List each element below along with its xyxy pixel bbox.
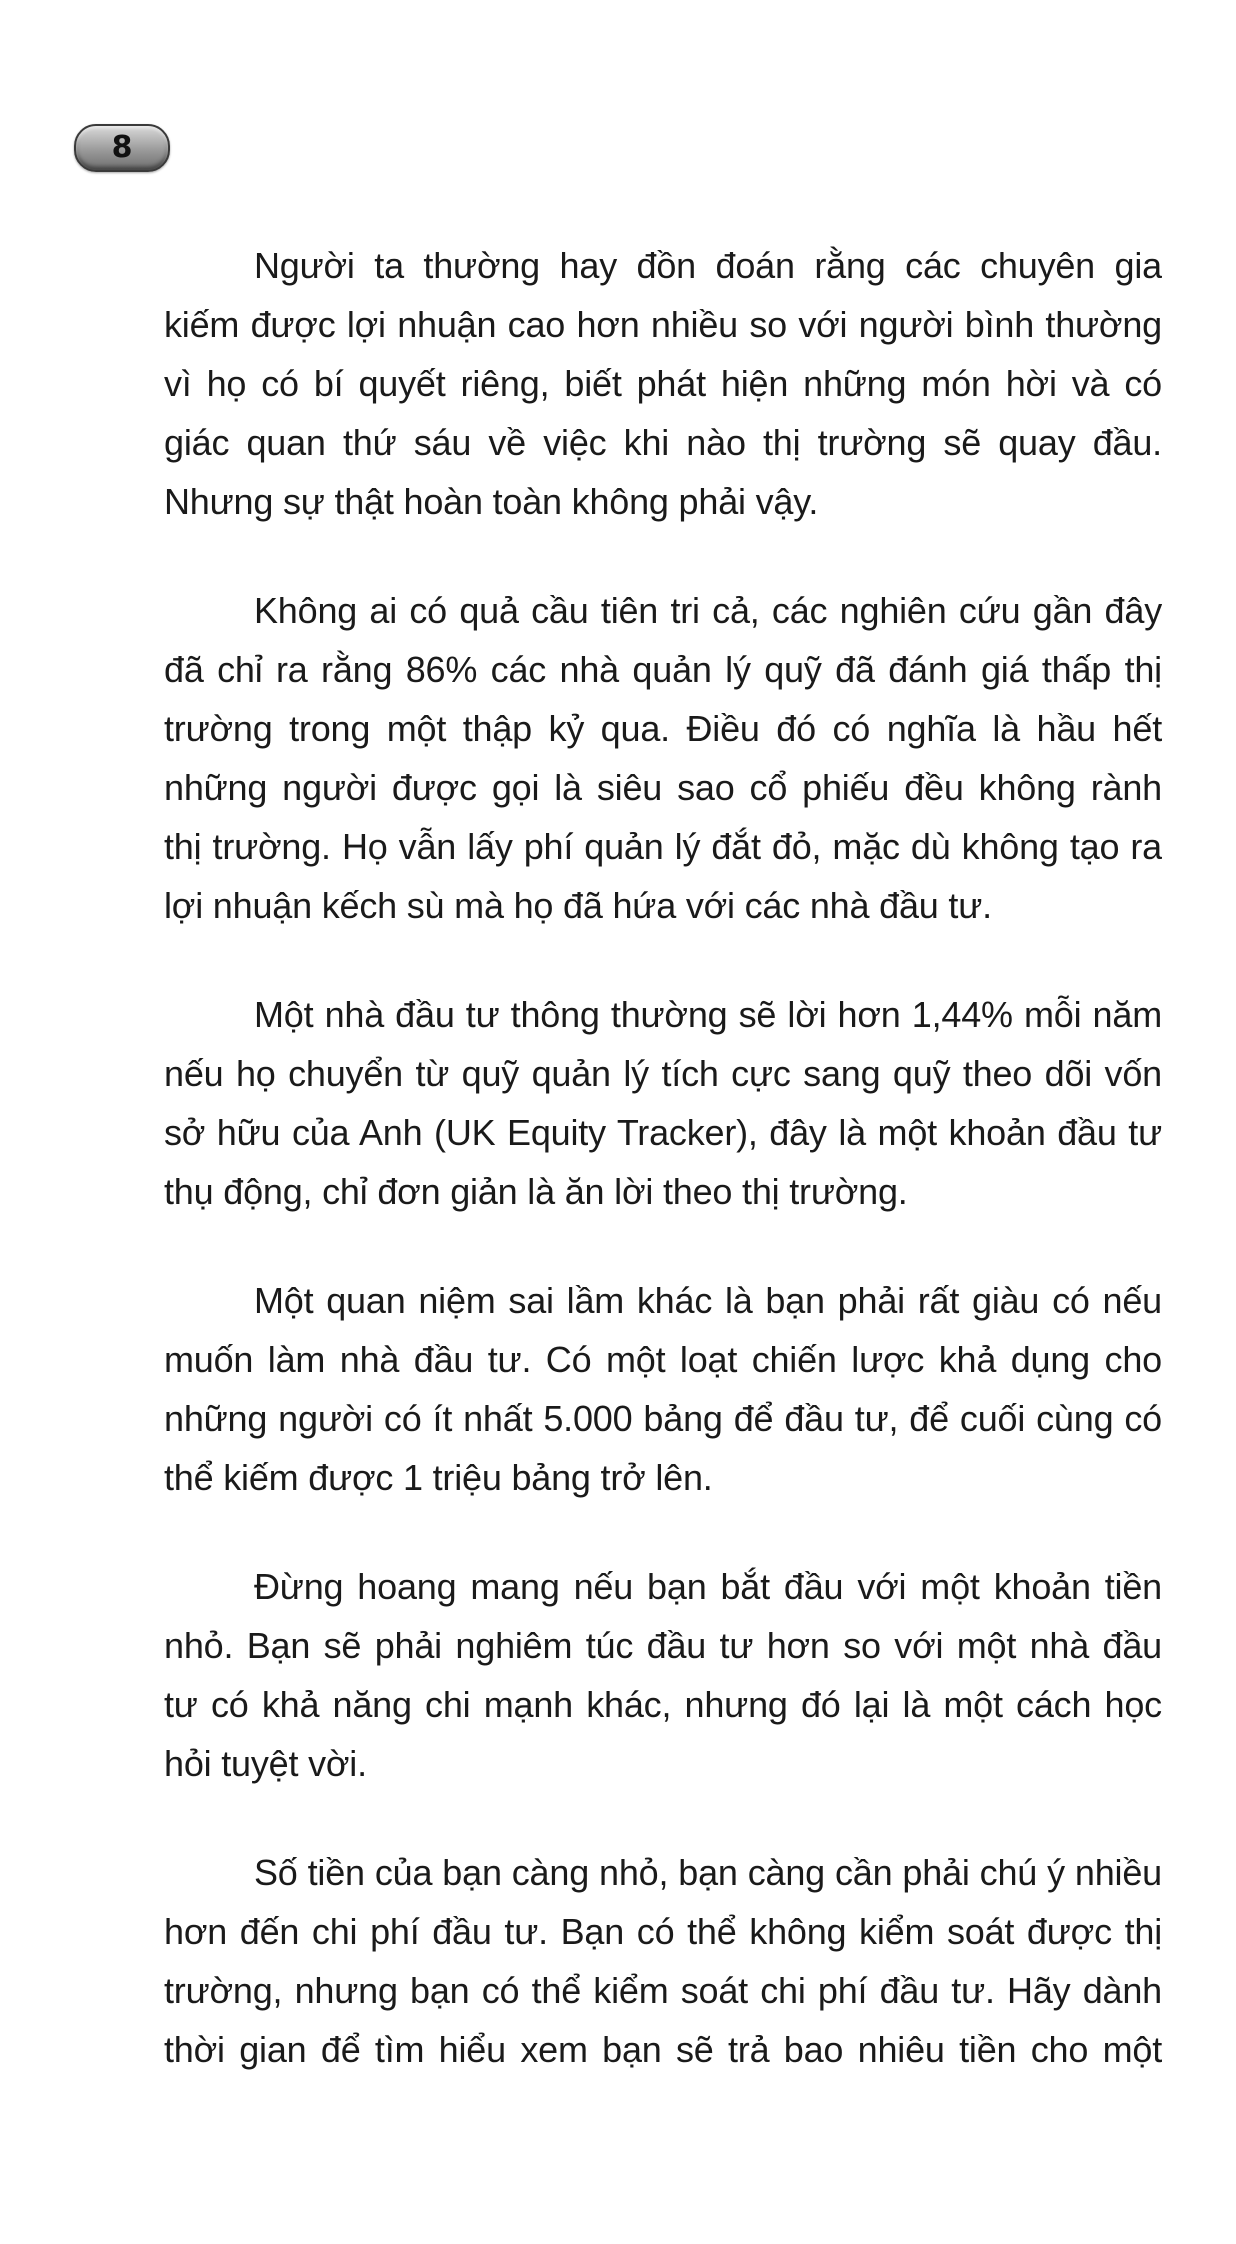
text-line: thể kiếm được 1 triệu bảng trở lên. (164, 1457, 713, 1498)
text-line: những người được gọi là siêu sao cổ phiếu đều không rành (164, 767, 1162, 808)
paragraph (164, 985, 1162, 1221)
text-line: giác quan thứ sáu về việc khi nào thị trường sẽ quay đầu. (164, 422, 1162, 463)
text-line: muốn làm nhà đầu tư. Có một loạt chiến lược khả dụng cho (164, 1339, 1162, 1380)
text-line: hơn đến chi phí đầu tư. Bạn có thể không kiểm soát được thị (164, 1911, 1162, 1952)
text-line: vì họ có bí quyết riêng, biết phát hiện những món hời và có (164, 363, 1162, 404)
paragraph (164, 236, 1162, 531)
text-line: tư có khả năng chi mạnh khác, nhưng đó lại là một cách học (164, 1684, 1162, 1725)
text-line: Một quan niệm sai lầm khác là bạn phải rất giàu có nếu (254, 1280, 1162, 1321)
text-line: trường trong một thập kỷ qua. Điều đó có nghĩa là hầu hết (164, 708, 1162, 749)
text-line: thụ động, chỉ đơn giản là ăn lời theo thị trường. (164, 1171, 908, 1212)
text-line: sở hữu của Anh (UK Equity Tracker), đây là một khoản đầu tư (164, 1112, 1162, 1153)
text-line: hỏi tuyệt vời. (164, 1743, 367, 1784)
text-line: thời gian để tìm hiểu xem bạn sẽ trả bao nhiêu tiền cho một (164, 2029, 1162, 2070)
text-line: nếu họ chuyển từ quỹ quản lý tích cực sang quỹ theo dõi vốn (164, 1053, 1162, 1094)
page-body-text (164, 236, 1162, 2129)
text-line: Nhưng sự thật hoàn toàn không phải vậy. (164, 481, 819, 522)
text-line: những người có ít nhất 5.000 bảng để đầu tư, để cuối cùng có (164, 1398, 1162, 1439)
text-line: thị trường. Họ vẫn lấy phí quản lý đắt đỏ, mặc dù không tạo ra (164, 826, 1162, 867)
text-line: kiếm được lợi nhuận cao hơn nhiều so với người bình thường (164, 304, 1162, 345)
text-line: nhỏ. Bạn sẽ phải nghiêm túc đầu tư hơn so với một nhà đầu (164, 1625, 1162, 1666)
text-line: đã chỉ ra rằng 86% các nhà quản lý quỹ đã đánh giá thấp thị (164, 649, 1162, 690)
page-number: 8 (111, 130, 133, 165)
text-line: Số tiền của bạn càng nhỏ, bạn càng cần phải chú ý nhiều (254, 1852, 1162, 1893)
paragraph (164, 581, 1162, 935)
text-line: Một nhà đầu tư thông thường sẽ lời hơn 1,44% mỗi năm (254, 994, 1162, 1035)
text-line: lợi nhuận kếch sù mà họ đã hứa với các nhà đầu tư. (164, 885, 992, 926)
text-line: Người ta thường hay đồn đoán rằng các chuyên gia (254, 245, 1162, 286)
paragraph (164, 1271, 1162, 1507)
text-line: trường, nhưng bạn có thể kiểm soát chi phí đầu tư. Hãy dành (164, 1970, 1162, 2011)
paragraph (164, 1843, 1162, 2079)
text-line: Đừng hoang mang nếu bạn bắt đầu với một khoản tiền (254, 1566, 1162, 1607)
text-line: Không ai có quả cầu tiên tri cả, các nghiên cứu gần đây (254, 590, 1162, 631)
page-number-badge (74, 124, 170, 172)
paragraph (164, 1557, 1162, 1793)
